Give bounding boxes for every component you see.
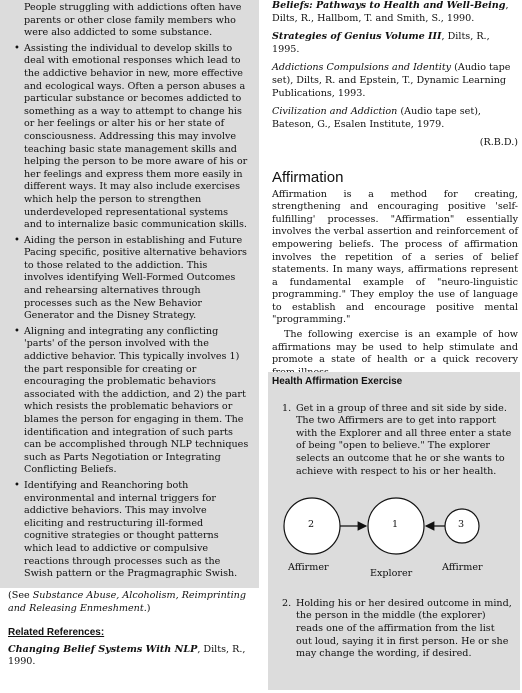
reference-entry bbox=[8, 644, 249, 669]
reference-entry bbox=[272, 62, 518, 100]
see-also-note bbox=[8, 590, 249, 615]
seating-diagram bbox=[272, 492, 512, 588]
list-item: • Assisting the individual to develop skills to deal with emotional responses which lead to the addictive behavior in new, more effective and ecological ways. Often a person abuses a particular substance or becomes addicted to something as a way to attempt to change his or her feelings or alter his or her state of consciousness. Addressing this may involve teaching basic state management skills and helping the person to be more aware of his or her feelings and express them more easily in different ways. It may also include exercises which help the person to strengthen underdeveloped representational systems and to internalize basic communication skills. bbox=[8, 43, 249, 232]
reference-entry bbox=[272, 106, 518, 131]
related-references-heading: Related References: bbox=[8, 627, 105, 639]
exercise-step bbox=[272, 598, 512, 661]
step-number: 2. bbox=[282, 597, 292, 609]
circle-number: 2 bbox=[308, 519, 315, 531]
reference-details: (Audio tape set), Bateson, G., Esalen Institute, 1979. bbox=[272, 106, 481, 130]
author-signature: (R.B.D.) bbox=[479, 137, 518, 149]
list-item: • Aligning and integrating any conflicting 'parts' of the person involved with the addictive behavior. This typically involves 1) the part responsible for creating or encouraging the problematic behaviors associated with the addiction, and 2) the part which resists the problematic behaviors or blames the person for engaging in them. The identification and integration of such parts can be accomplished through NLP techniques such as Parts Negotiation or Integrating Conflicting Beliefs. bbox=[8, 326, 249, 477]
reference-details: , Dilts, R., Hallbom, T. and Smith, S., 1990. bbox=[272, 0, 509, 24]
approach-list bbox=[8, 43, 249, 581]
reference-entry bbox=[272, 0, 518, 25]
see-close: .) bbox=[143, 602, 151, 614]
role-label: Affirmer bbox=[442, 562, 483, 574]
circle-number: 3 bbox=[458, 519, 465, 531]
reference-details: , Dilts, R., 1995. bbox=[272, 31, 490, 55]
reference-details: (Audio tape set), Dilts, R. and Epstein, T., Dynamic Learning Publications, 1993. bbox=[272, 62, 511, 99]
body-paragraph: Affirmation is a method for creating, strengthening and encouraging positive 'self-fulfilling' processes. "Affirmation" essentially involves the verbal assertion and reinforcement of empowering beliefs. The process of affirmation involves the repetition of a series of belief statements. In many ways, affirmations represent a fundamental example of "neuro-linguistic programming." They employ the use of language to establish and encourage positive mental "programming." bbox=[272, 188, 518, 326]
circle-number: 1 bbox=[392, 519, 399, 531]
reference-details: , Dilts, R., 1990. bbox=[8, 643, 246, 668]
step-number: 1. bbox=[282, 402, 292, 414]
list-item: • Aiding the person in establishing and Future Pacing specific, positive alternative behaviors to those related to the addiction. This involves identifying Well-Formed Outcomes and rehearsing alternatives through processes such as the New Behavior Generator and the Disney Strategy. bbox=[8, 235, 249, 323]
exercise-box bbox=[268, 372, 520, 690]
reference-title: Addictions Compulsions and Identity bbox=[272, 62, 452, 74]
reference-title: Beliefs: Pathways to Health and Well-Being bbox=[272, 0, 506, 11]
reference-entry bbox=[272, 31, 518, 56]
right-column bbox=[272, 0, 518, 379]
see-open: (See bbox=[8, 590, 33, 601]
exercise-title: Health Affirmation Exercise bbox=[272, 376, 403, 387]
intro-paragraph: People struggling with addictions often have parents or other close family members who were also addicted to some substance. bbox=[24, 2, 242, 39]
exercise-steps bbox=[272, 403, 512, 661]
role-label: Explorer bbox=[370, 568, 413, 580]
role-label: Affirmer bbox=[288, 562, 329, 574]
reference-title: Changing Belief Systems With NLP bbox=[8, 643, 198, 655]
left-references bbox=[0, 590, 259, 669]
reference-title: Strategies of Genius Volume III bbox=[272, 31, 442, 43]
step-text: Holding his or her desired outcome in mind, the person in the middle (the explorer) reads one of the affirmation from the list out loud, saying it in first person. He or she may change the wording, if desired. bbox=[296, 597, 512, 660]
list-item: • Identifying and Reanchoring both environmental and internal triggers for addictive behaviors. This may involve eliciting and restructuring ill-formed cognitive strategies or thought patterns which lead to addictive or compulsive reactions through processes such as the Swish pattern or the Pragmagraphic Swish. bbox=[8, 480, 249, 581]
exercise-step bbox=[272, 403, 512, 479]
reference-title: Civilization and Addiction bbox=[272, 106, 398, 118]
step-text: Get in a group of three and sit side by side. The two Affirmers are to get into rapport with the Explorer and all three enter a state of being "open to believe." The explorer selects an outcome that he or she wants to achieve with respect to his or her health. bbox=[296, 402, 512, 477]
left-column bbox=[0, 0, 259, 588]
body-paragraph: The following exercise is an example of how affirmations may be used to help stimulate and promote a state of health or a quick recovery bbox=[272, 329, 518, 366]
see-topics: Substance Abuse, Alcoholism, Reimprinting and Releasing Enmeshment bbox=[8, 590, 246, 614]
bibliography bbox=[272, 0, 518, 131]
section-title: Affirmation bbox=[272, 168, 344, 186]
